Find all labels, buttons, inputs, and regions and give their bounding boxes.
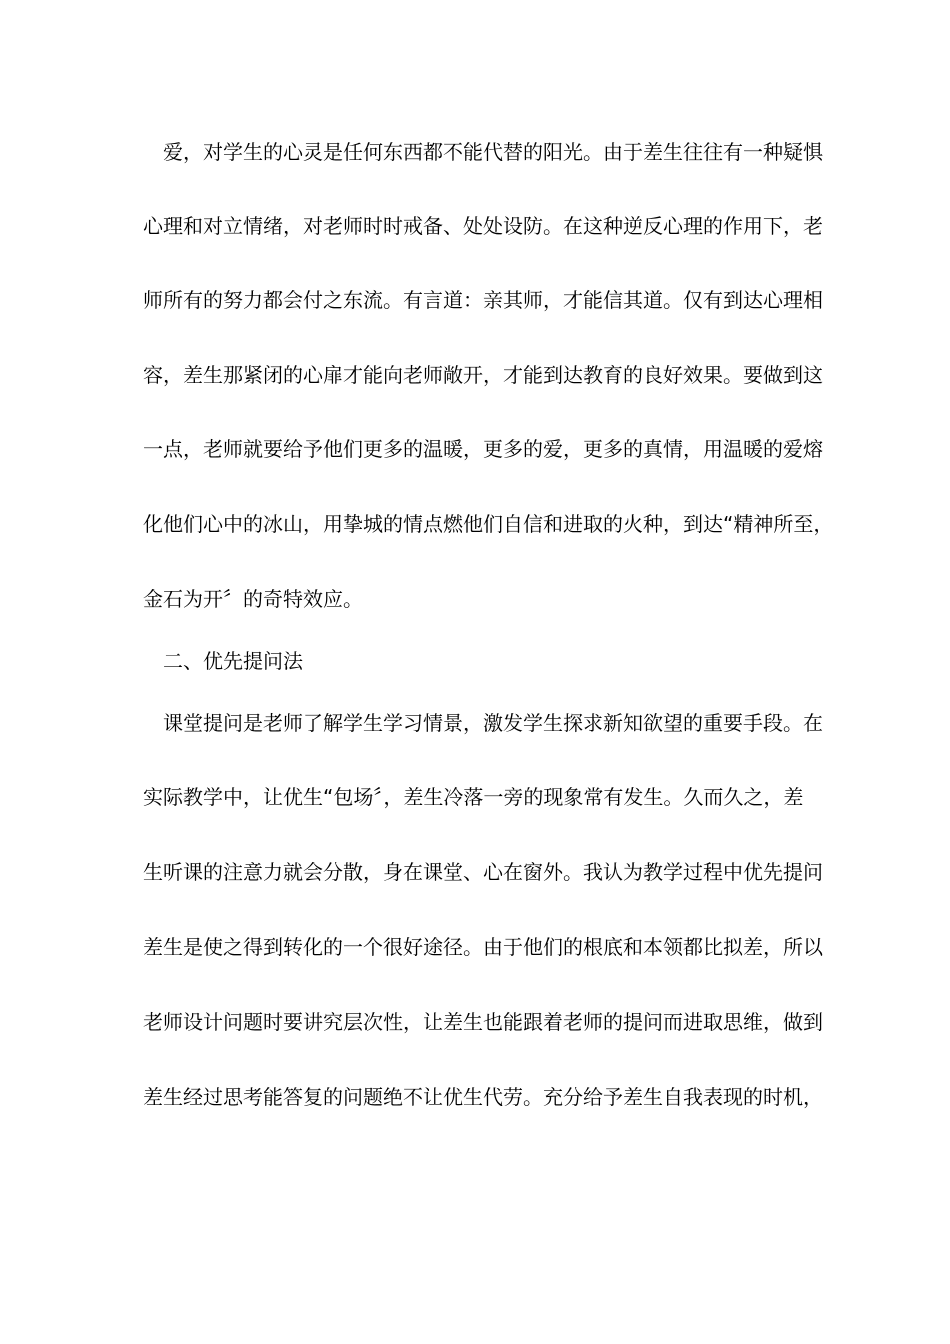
paragraph-line: 心理和对立情绪，对老师时时戒备、处处设防。在这种逆反心理的作用下，老 (143, 214, 823, 238)
paragraph-line: 生听课的注意力就会分散，身在课堂、心在窗外。我认为教学过程中优先提问 (143, 860, 823, 884)
paragraph-line: 化他们心中的冰山，用挚城的情点燃他们自信和进取的火种，到达“精神所至， (143, 512, 834, 536)
paragraph-line: 师所有的努力都会付之东流。有言道：亲其师，才能信其道。仅有到达心理相 (143, 288, 823, 312)
paragraph-line: 金石为开〞的奇特效应。 (143, 587, 363, 611)
paragraph-line: 爱，对学生的心灵是任何东西都不能代替的阳光。由于差生往往有一种疑惧 (163, 140, 823, 164)
paragraph-line: 实际教学中，让优生“包场〞，差生冷落一旁的现象常有发生。久而久之，差 (143, 785, 804, 809)
paragraph-line: 容，差生那紧闭的心扉才能向老师敞开，才能到达教育的良好效果。要做到这 (143, 363, 823, 387)
section-heading: 二、优先提问法 (163, 649, 303, 673)
paragraph-line: 老师设计问题时要讲究层次性，让差生也能跟着老师的提问而进取思维，做到 (143, 1010, 823, 1034)
paragraph-line: 差生经过思考能答复的问题绝不让优生代劳。充分给予差生自我表现的时机， (143, 1085, 823, 1109)
paragraph-line: 课堂提问是老师了解学生学习情景，激发学生探求新知欲望的重要手段。在 (163, 711, 823, 735)
paragraph-line: 一点，老师就要给予他们更多的温暖，更多的爱，更多的真情，用温暖的爱熔 (143, 437, 823, 461)
paragraph-line: 差生是使之得到转化的一个很好途径。由于他们的根底和本领都比拟差，所以 (143, 935, 823, 959)
